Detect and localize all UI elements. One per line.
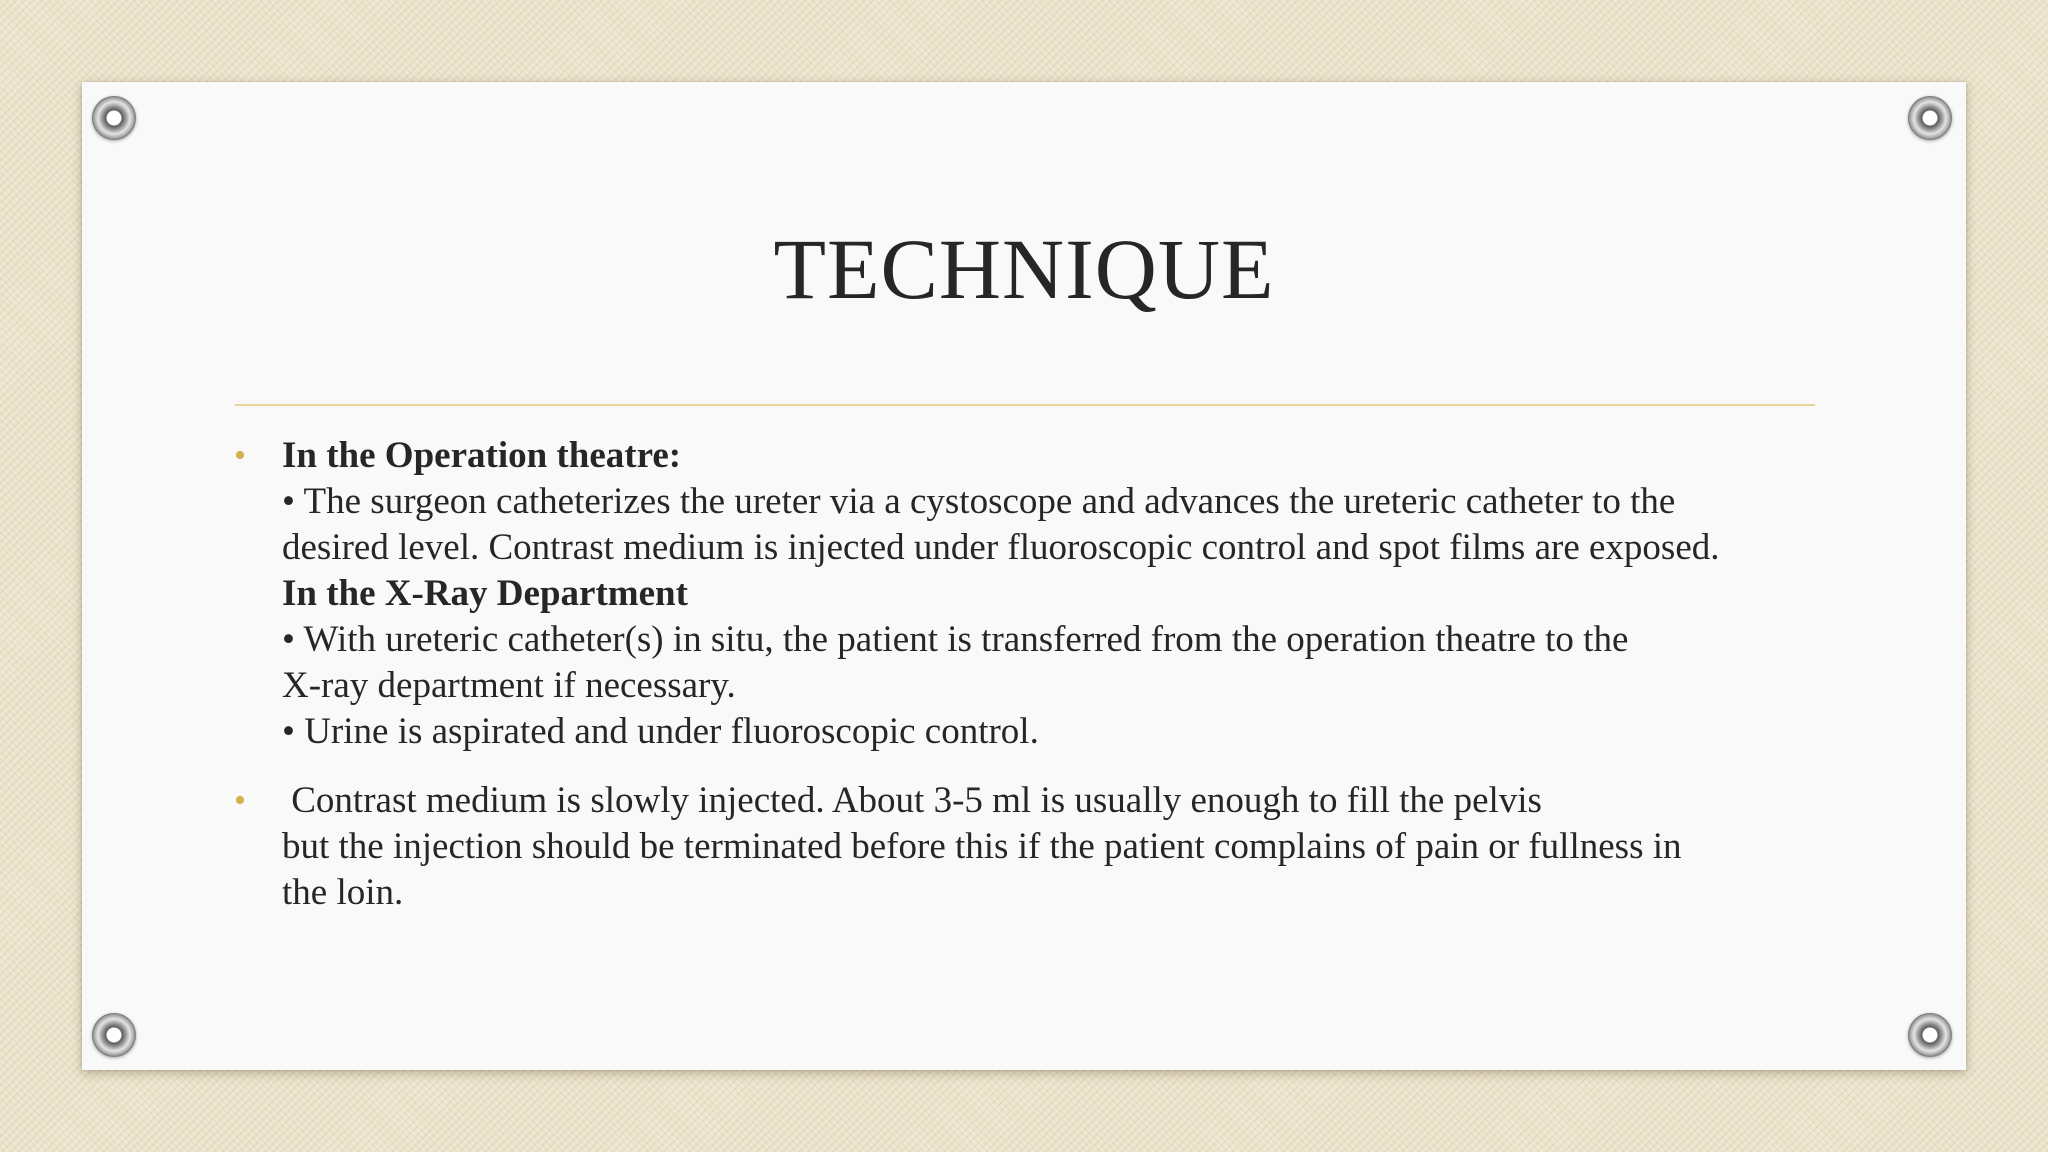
body-text-line: but the injection should be terminated before this if the patient complains of pain or fullness in bbox=[282, 826, 1682, 867]
body-text-line: X-ray department if necessary. bbox=[282, 665, 736, 706]
section-heading: In the Operation theatre: bbox=[282, 435, 682, 476]
body-text-line: • With ureteric catheter(s) in situ, the patient is transferred from the operation theatre to the bbox=[282, 619, 1629, 660]
body-text-line: the loin. bbox=[282, 872, 404, 913]
slide-body bbox=[234, 433, 1912, 939]
grommet-icon bbox=[1908, 96, 1952, 140]
body-text-line: • The surgeon catheterizes the ureter via a cystoscope and advances the ureteric catheter to the bbox=[282, 481, 1676, 522]
body-text-line: Contrast medium is slowly injected. About 3-5 ml is usually enough to fill the pelvis bbox=[282, 780, 1542, 821]
slide-title: TECHNIQUE bbox=[773, 221, 1275, 317]
title-divider bbox=[235, 404, 1815, 406]
bullet-item-operation-theatre bbox=[234, 433, 1912, 755]
bullet-item-contrast-injection bbox=[234, 778, 1912, 916]
grommet-icon bbox=[1908, 1013, 1952, 1057]
grommet-icon bbox=[92, 96, 136, 140]
body-text-line: • Urine is aspirated and under fluoroscopic control. bbox=[282, 711, 1039, 752]
bullet-icon: • bbox=[234, 437, 246, 474]
section-heading: In the X-Ray Department bbox=[282, 573, 688, 614]
bullet-icon: • bbox=[234, 782, 246, 819]
grommet-icon bbox=[92, 1013, 136, 1057]
body-text-line: desired level. Contrast medium is injected under fluoroscopic control and spot films are exposed. bbox=[282, 527, 1720, 568]
